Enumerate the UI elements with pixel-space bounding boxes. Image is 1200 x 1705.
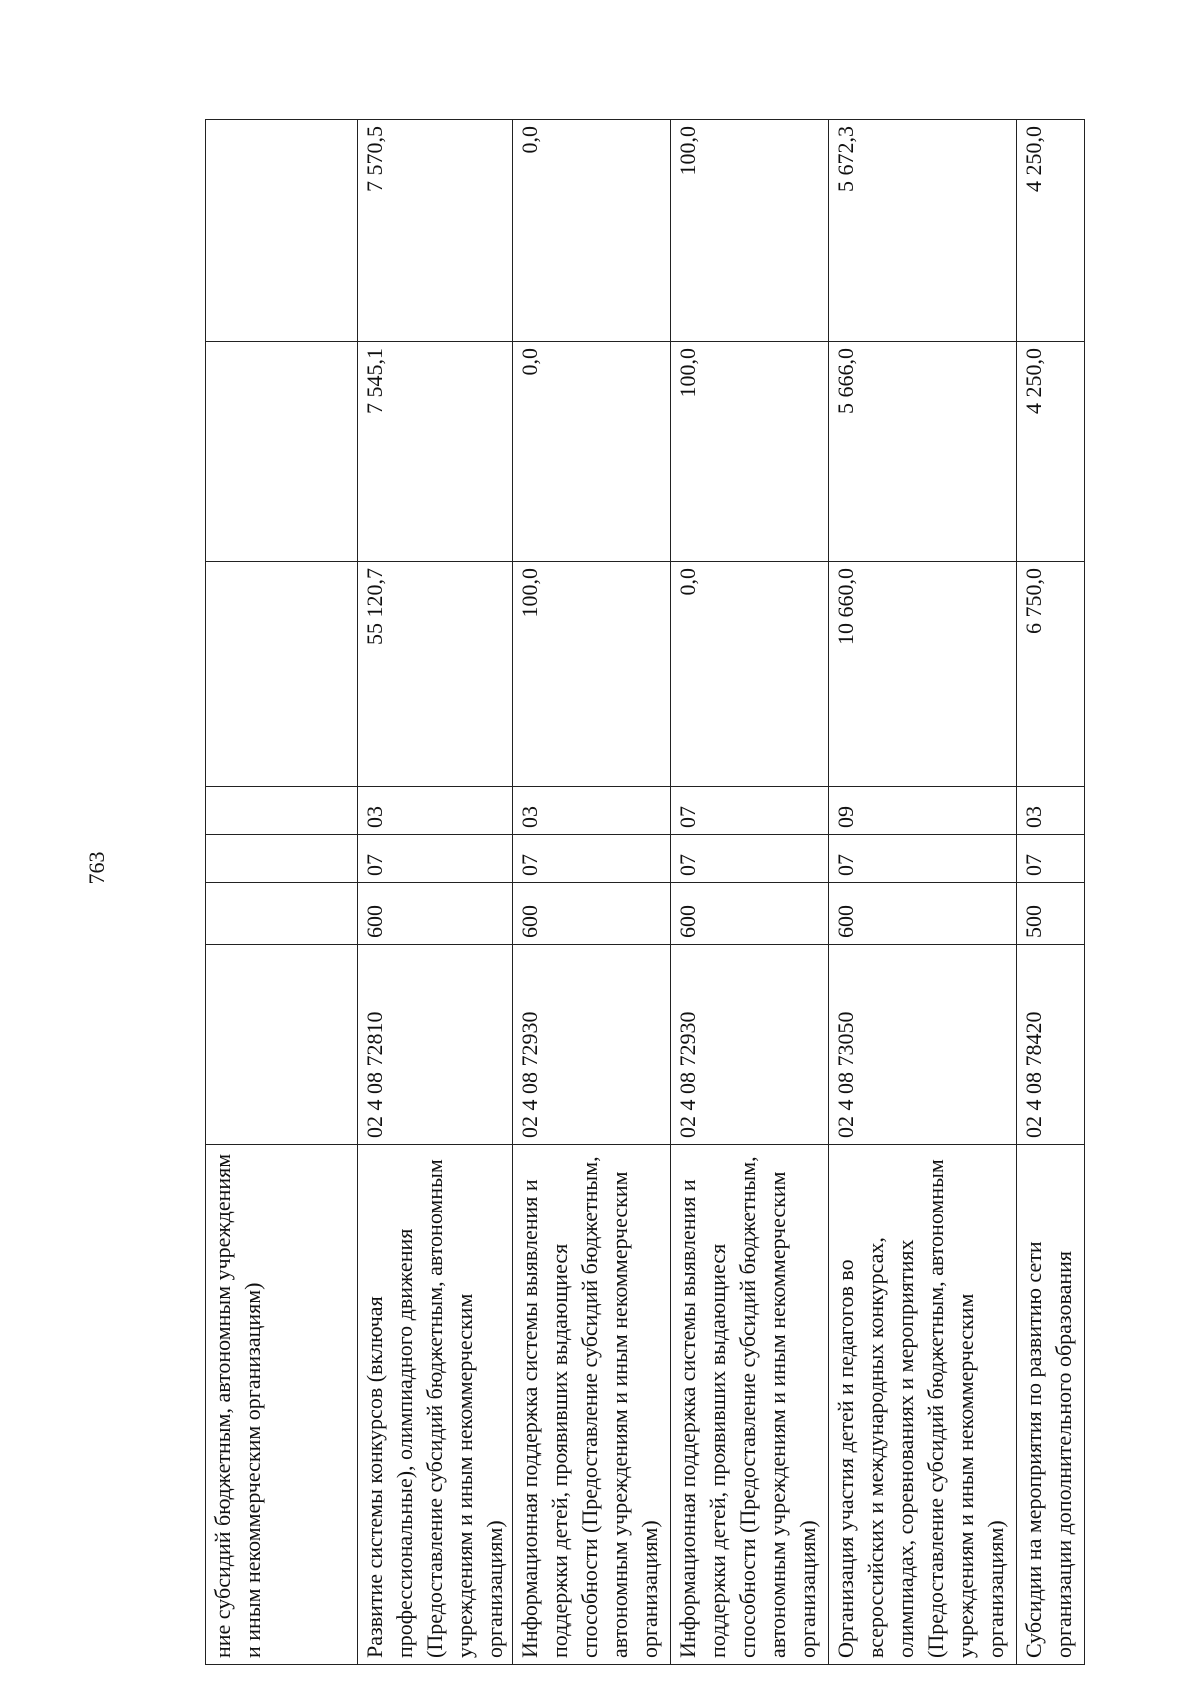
- row-description: Развитие системы конкурсов (включая профессиональные), олимпиадного движения (Предоставление субсидий бюджетным, автономным учреждениям и иным некоммерческим организациям): [358, 1145, 513, 1665]
- row-value-3: 5 672,3: [829, 120, 1017, 342]
- table-row: [206, 120, 358, 1665]
- row-expense-type: 500: [1017, 883, 1085, 945]
- row-subsection: 03: [1017, 787, 1085, 835]
- table-row: [829, 120, 1017, 1665]
- budget-table-rotated: [205, 120, 1082, 1665]
- row-value-1: 100,0: [513, 562, 671, 787]
- table-row: [671, 120, 829, 1665]
- page-number: 763: [84, 851, 109, 885]
- row-subsection: 09: [829, 787, 1017, 835]
- row-value-1: 10 660,0: [829, 562, 1017, 787]
- table-row: [513, 120, 671, 1665]
- row-value-1: 55 120,7: [358, 562, 513, 787]
- row-section: [206, 835, 358, 883]
- row-expense-type: 600: [513, 883, 671, 945]
- row-description: Информационная поддержка системы выявления и поддержки детей, проявивших выдающиеся способности (Предоставление субсидий бюджетным, автономным учреждениям и иным некоммерческим организациям): [513, 1145, 671, 1665]
- row-value-1: 0,0: [671, 562, 829, 787]
- row-code: 02 4 08 72930: [513, 945, 671, 1145]
- row-value-1: [206, 562, 358, 787]
- row-code: 02 4 08 78420: [1017, 945, 1085, 1145]
- table-row: [1017, 120, 1085, 1665]
- row-subsection: 03: [358, 787, 513, 835]
- row-value-3: [206, 120, 358, 342]
- row-description: Информационная поддержка системы выявления и поддержки детей, проявивших выдающиеся способности (Предоставление субсидий бюджетным, автономным учреждениям и иным некоммерческим организациям): [671, 1145, 829, 1665]
- row-description: Субсидии на мероприятия по развитию сети организации дополнительного образования: [1017, 1145, 1085, 1665]
- row-expense-type: 600: [671, 883, 829, 945]
- row-code: 02 4 08 72810: [358, 945, 513, 1145]
- row-section: 07: [1017, 835, 1085, 883]
- row-subsection: 07: [671, 787, 829, 835]
- row-section: 07: [358, 835, 513, 883]
- row-expense-type: 600: [358, 883, 513, 945]
- row-value-3: 7 570,5: [358, 120, 513, 342]
- row-value-2: 0,0: [513, 342, 671, 562]
- row-code: 02 4 08 73050: [829, 945, 1017, 1145]
- row-expense-type: 600: [829, 883, 1017, 945]
- budget-table: [205, 119, 1085, 1665]
- row-section: 07: [671, 835, 829, 883]
- row-value-2: 5 666,0: [829, 342, 1017, 562]
- row-subsection: [206, 787, 358, 835]
- row-value-2: 4 250,0: [1017, 342, 1085, 562]
- row-value-2: 7 545,1: [358, 342, 513, 562]
- row-subsection: 03: [513, 787, 671, 835]
- row-value-2: [206, 342, 358, 562]
- table-row: [358, 120, 513, 1665]
- row-value-1: 6 750,0: [1017, 562, 1085, 787]
- row-expense-type: [206, 883, 358, 945]
- row-value-2: 100,0: [671, 342, 829, 562]
- row-code: [206, 945, 358, 1145]
- row-value-3: 0,0: [513, 120, 671, 342]
- row-value-3: 4 250,0: [1017, 120, 1085, 342]
- row-section: 07: [513, 835, 671, 883]
- row-value-3: 100,0: [671, 120, 829, 342]
- row-code: 02 4 08 72930: [671, 945, 829, 1145]
- row-description: ние субсидий бюджетным, автономным учреждениям и иным некоммерческим организациям): [206, 1145, 358, 1665]
- row-section: 07: [829, 835, 1017, 883]
- row-description: Организация участия детей и педагогов во всероссийских и международных конкурсах, олимпиадах, соревнованиях и мероприятиях (Предоставление субсидий бюджетным, автономным учреждениям и иным некоммерческим организациям): [829, 1145, 1017, 1665]
